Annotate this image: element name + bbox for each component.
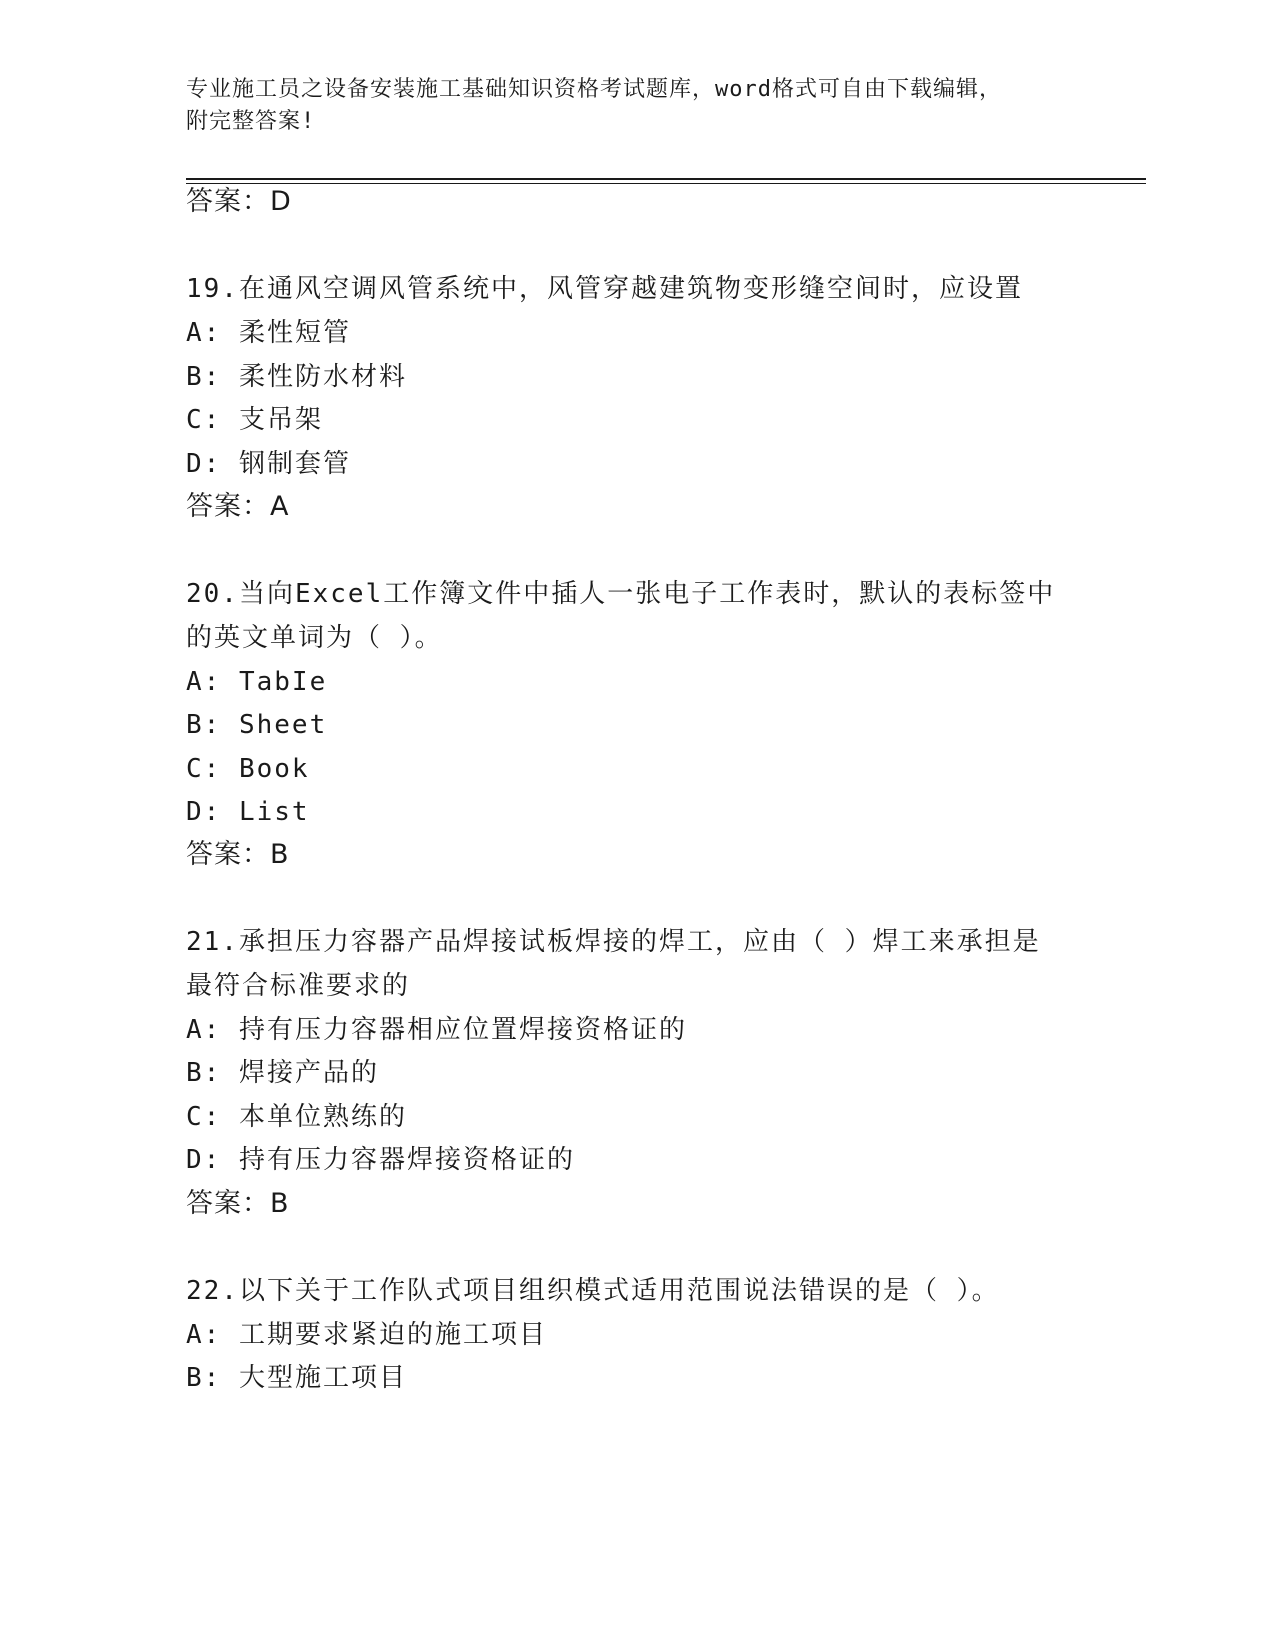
option-b: B: 大型施工项目 xyxy=(186,1363,407,1393)
question-stem: 19.在通风空调风管系统中，风管穿越建筑物变形缝空间时，应设置 xyxy=(186,274,1023,304)
question-stem: 22.以下关于工作队式项目组织模式适用范围说法错误的是（ ）。 xyxy=(186,1276,1000,1306)
answer-line: 答案：A xyxy=(186,491,290,522)
option-a: A: 柔性短管 xyxy=(186,318,351,348)
header-line-1: 专业施工员之设备安装施工基础知识资格考试题库，word格式可自由下载编辑， xyxy=(186,77,1002,102)
option-c: C: 本单位熟练的 xyxy=(186,1102,407,1132)
option-b: B: 柔性防水材料 xyxy=(186,362,407,392)
answer-line: 答案：D xyxy=(186,186,292,217)
option-a: A: 持有压力容器相应位置焊接资格证的 xyxy=(186,1015,687,1045)
option-c: C: Book xyxy=(186,754,310,784)
answer-line: 答案：B xyxy=(186,1188,290,1219)
option-d: D: 持有压力容器焊接资格证的 xyxy=(186,1145,575,1175)
header-rule-thick xyxy=(186,178,1146,180)
page-header xyxy=(186,74,1066,138)
option-a: A: TabIe xyxy=(186,667,328,697)
question-stem: 20.当向Excel工作簿文件中插人一张电子工作表时，默认的表标签中 xyxy=(186,579,1056,609)
option-d: D: List xyxy=(186,797,310,827)
header-line-2: 附完整答案! xyxy=(186,109,316,134)
header-rule-thin xyxy=(186,183,1146,184)
option-a: A: 工期要求紧迫的施工项目 xyxy=(186,1320,547,1350)
answer-line: 答案：B xyxy=(186,839,290,870)
option-b: B: 焊接产品的 xyxy=(186,1058,379,1088)
option-b: B: Sheet xyxy=(186,710,328,740)
option-c: C: 支吊架 xyxy=(186,405,323,435)
option-d: D: 钢制套管 xyxy=(186,449,351,479)
question-stem-continued: 的英文单词为（ ）。 xyxy=(186,623,443,653)
question-stem: 21.承担压力容器产品焊接试板焊接的焊工，应由（ ）焊工来承担是 xyxy=(186,927,1041,957)
question-stem-continued: 最符合标准要求的 xyxy=(186,971,411,1001)
